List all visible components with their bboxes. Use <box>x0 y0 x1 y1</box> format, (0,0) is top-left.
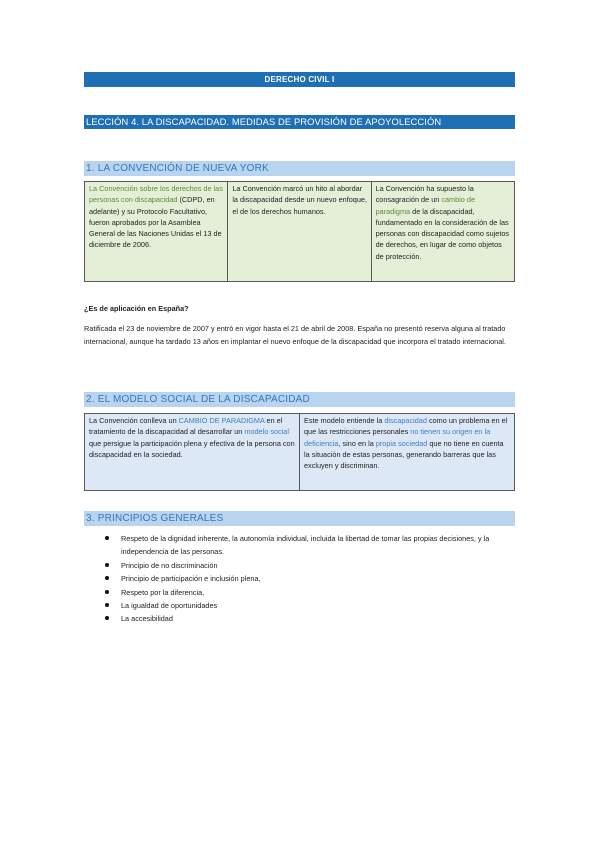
list-item <box>84 572 515 585</box>
social-model-cell-1-post: que persigue la participación plena y efectiva de la persona con discapacidad en la sociedad. <box>89 438 295 459</box>
list-item <box>84 612 515 625</box>
section-heading-2: 2. EL MODELO SOCIAL DE LA DISCAPACIDAD <box>84 392 515 407</box>
lesson-title: LECCIÓN 4. LA DISCAPACIDAD. MEDIDAS DE PROVISIÓN DE APOYOLECCIÓN <box>84 115 515 129</box>
bullet-icon <box>105 576 109 580</box>
principle-text: Respeto de la dignidad inherente, la autonomía individual, incluida la libertad de tomar las propias decisiones, y la independencia de las personas. <box>121 534 490 557</box>
section-heading-1: 1. LA CONVENCIÓN DE NUEVA YORK <box>84 161 515 176</box>
principle-text: Principio de participación e inclusión plena, <box>121 574 261 584</box>
answer-paragraph: Ratificada el 23 de noviembre de 2007 y entró en vigor hasta el 21 de abril de 2008. España no presentó reserva alguna al tratado internacional, aunque ha tardado 13 años en implantar el nuevo enfoque de la discapacidad que incorpora el tratado internacional. <box>84 324 506 346</box>
course-title: DERECHO CIVIL I <box>84 72 515 87</box>
disability-highlight: discapacidad <box>384 416 427 425</box>
list-item <box>84 599 515 612</box>
social-model-cell-2-mid2: , sino en la <box>338 438 376 448</box>
convention-cell-1 <box>85 182 228 282</box>
bullet-icon <box>105 603 109 607</box>
convention-cell-3 <box>371 182 514 282</box>
social-model-table <box>84 413 515 491</box>
convention-cell-2: La Convención marcó un hito al abordar la discapacidad desde un nuevo enfoque, el de los derechos humanos. <box>228 182 371 282</box>
convention-cell-1-text: (CDPD, en adelante) y su Protocolo Facultativo, fueron aprobados por la Asamblea General de las Naciones Unidas el 13 de diciembre de 2006. <box>89 195 222 250</box>
bullet-icon <box>105 616 109 620</box>
social-model-cell-2-pre: Este modelo entiende la <box>304 416 385 425</box>
section-heading-3: 3. PRINCIPIOS GENERALES <box>84 511 515 526</box>
principle-text: La igualdad de oportunidades <box>121 601 218 611</box>
list-item <box>84 559 515 572</box>
paradigm-highlight: cambio de paradigma <box>375 195 476 216</box>
social-model-cell-1-pre: La Convención conlleva un <box>89 416 179 425</box>
convention-cell-3-pre: La Convención ha supuesto la consagración de un <box>375 184 474 205</box>
social-model-cell-1 <box>85 414 300 491</box>
bullet-icon <box>105 536 109 540</box>
principle-text: Principio de no discriminación <box>121 560 218 570</box>
convention-table <box>84 181 515 282</box>
convention-highlight: La Convención sobre los derechos de las personas con discapacidad <box>89 184 223 205</box>
list-item <box>84 532 515 559</box>
bullet-icon <box>105 590 109 594</box>
social-model-highlight: modelo social <box>244 427 289 437</box>
social-model-cell-2-post: que no tiene en cuenta la situación de estas personas, generando barreras que las excluyen y discriminan. <box>304 438 504 471</box>
paradigm-caps-highlight: CAMBIO DE PARADIGMA <box>178 416 265 425</box>
question-heading: ¿Es de aplicación en España? <box>84 304 189 313</box>
social-model-cell-1-mid: en el tratamiento de la discapacidad al desarrollar un <box>89 416 283 437</box>
social-model-cell-2-mid1: como un problema en el que las restricciones personales <box>304 416 508 437</box>
principle-text: Respeto por la diferencia, <box>121 587 205 597</box>
principles-list <box>84 532 515 626</box>
bullet-icon <box>105 563 109 567</box>
list-item <box>84 586 515 599</box>
society-highlight: propia sociedad <box>375 438 428 448</box>
principle-text: La accesibilidad <box>121 614 173 624</box>
social-model-cell-2 <box>300 414 515 491</box>
convention-cell-3-post: de la discapacidad, fundamentado en la consideración de las personas con discapacidad como sujetos de derechos, en lugar de como objetos de protección. <box>375 206 510 261</box>
origin-highlight: no tienen su origen en la deficiencia <box>304 427 491 448</box>
